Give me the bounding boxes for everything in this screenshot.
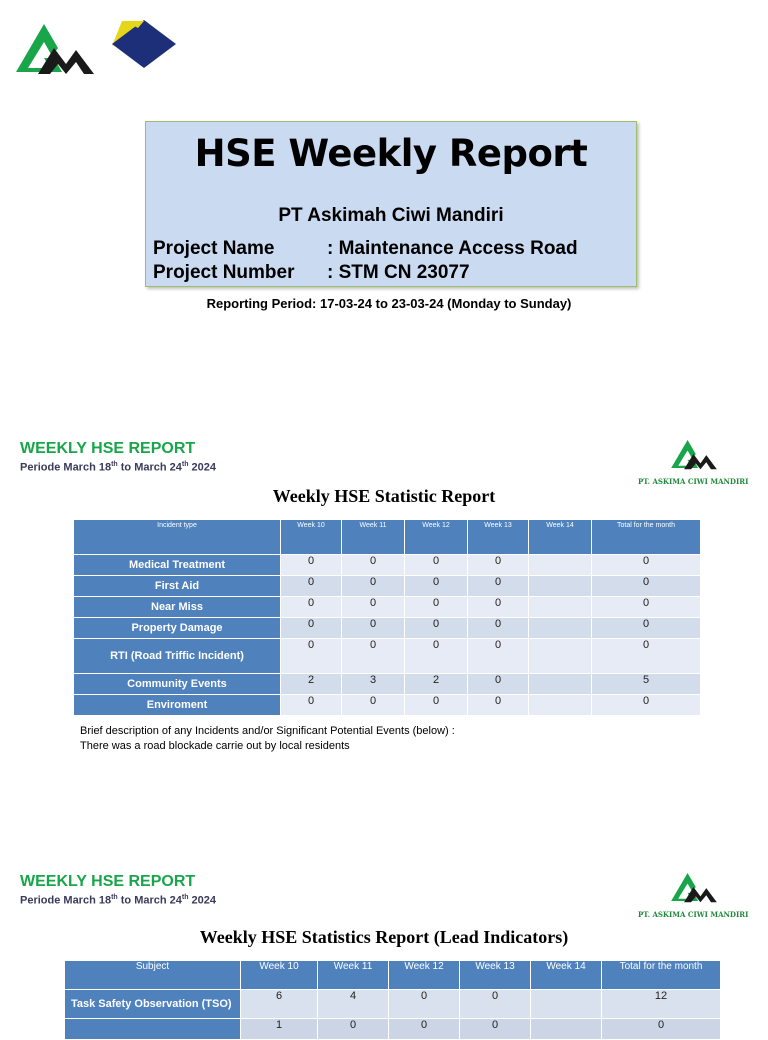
- table-row: [74, 639, 700, 673]
- table-cell: 0: [460, 990, 530, 1018]
- table-cell: [529, 555, 591, 575]
- column-header: Total for the month: [602, 961, 720, 989]
- report-title: HSE Weekly Report: [194, 132, 588, 175]
- table-cell: 0: [405, 597, 467, 617]
- table-cell: 0: [342, 576, 404, 596]
- section1-title: WEEKLY HSE REPORT: [20, 440, 196, 457]
- logo-caption: PT. ASKIMA CIWI MANDIRI: [638, 477, 749, 486]
- logo-caption: PT. ASKIMA CIWI MANDIRI: [638, 910, 749, 919]
- table-cell: 0: [281, 555, 341, 575]
- table-row: [74, 576, 700, 596]
- table-cell: 0: [405, 618, 467, 638]
- project-number-row: [153, 262, 470, 284]
- row-label: Medical Treatment: [74, 555, 280, 575]
- column-header: Week 12: [389, 961, 459, 989]
- description-label: Brief description of any Incidents and/or Significant Potential Events (below) :: [80, 725, 455, 737]
- table-row: [74, 618, 700, 638]
- column-header: Week 12: [405, 520, 467, 554]
- section2-period: Periode March 18th to March 24th 2024: [20, 894, 217, 907]
- table-row: [65, 990, 720, 1018]
- table-cell: [529, 639, 591, 673]
- diamond-logo-icon: [110, 18, 178, 70]
- table-cell: 0: [405, 576, 467, 596]
- column-header: Week 14: [531, 961, 601, 989]
- row-label: First Aid: [74, 576, 280, 596]
- table-cell: 0: [405, 695, 467, 715]
- project-name-row: [153, 238, 578, 260]
- table-cell: 0: [318, 1019, 388, 1039]
- table-cell: 0: [281, 618, 341, 638]
- table-cell: 0: [468, 674, 528, 694]
- table-cell: 0: [592, 639, 700, 673]
- table-cell: 6: [241, 990, 317, 1018]
- table-cell: 1: [241, 1019, 317, 1039]
- table-cell: 0: [602, 1019, 720, 1039]
- section1-period: Periode March 18th to March 24th 2024: [20, 461, 217, 474]
- table-cell: 0: [592, 576, 700, 596]
- table-cell: 0: [460, 1019, 530, 1039]
- column-header: Week 14: [529, 520, 591, 554]
- company-name: PT Askimah Ciwi Mandiri: [278, 205, 504, 226]
- column-header: Week 10: [241, 961, 317, 989]
- description-text: There was a road blockade carrie out by local residents: [80, 740, 350, 752]
- table-cell: [531, 1019, 601, 1039]
- column-header: Week 13: [460, 961, 530, 989]
- table-cell: 0: [468, 639, 528, 673]
- column-header: Week 10: [281, 520, 341, 554]
- table-cell: 0: [592, 695, 700, 715]
- table-cell: 12: [602, 990, 720, 1018]
- table-cell: [529, 618, 591, 638]
- table-cell: [529, 674, 591, 694]
- row-label: Enviroment: [74, 695, 280, 715]
- table-cell: 0: [281, 639, 341, 673]
- section2-company-logo: [638, 869, 748, 919]
- table-cell: 0: [592, 597, 700, 617]
- section2-title: WEEKLY HSE REPORT: [20, 873, 196, 890]
- project-number-label: Project Number: [153, 262, 295, 283]
- project-name-label: Project Name: [153, 238, 275, 259]
- report-title-box: [145, 121, 637, 287]
- table-cell: [529, 597, 591, 617]
- column-header: Total for the month: [592, 520, 700, 554]
- table-cell: 0: [592, 555, 700, 575]
- table-row: [74, 555, 700, 575]
- table-row: [74, 674, 700, 694]
- column-header: Week 11: [318, 961, 388, 989]
- table-cell: 4: [318, 990, 388, 1018]
- table-cell: [531, 990, 601, 1018]
- table-cell: 0: [389, 990, 459, 1018]
- row-label: [65, 1019, 240, 1039]
- reporting-period: Reporting Period: 17-03-24 to 23-03-24 (Monday to Sunday): [206, 296, 572, 311]
- table-cell: 5: [592, 674, 700, 694]
- table-cell: 0: [468, 618, 528, 638]
- company-logo-icon: [670, 869, 718, 905]
- table-cell: 0: [342, 639, 404, 673]
- project-name-value: : Maintenance Access Road: [327, 238, 578, 259]
- table-cell: 0: [281, 576, 341, 596]
- table-cell: 0: [468, 555, 528, 575]
- column-header: Week 13: [468, 520, 528, 554]
- table-cell: 0: [281, 695, 341, 715]
- table-cell: 0: [468, 695, 528, 715]
- section2-report-title: Weekly HSE Statistics Report (Lead Indicators): [199, 927, 569, 947]
- table-row: [74, 597, 700, 617]
- company-logo-icon: [670, 436, 718, 472]
- company-logo-icon: [14, 20, 96, 76]
- row-label: Community Events: [74, 674, 280, 694]
- row-label: Near Miss: [74, 597, 280, 617]
- table-cell: 2: [405, 674, 467, 694]
- incident-description: [80, 724, 455, 754]
- row-label: Property Damage: [74, 618, 280, 638]
- column-header: Week 11: [342, 520, 404, 554]
- section1-report-title: Weekly HSE Statistic Report: [272, 486, 496, 506]
- table-cell: [529, 576, 591, 596]
- table-cell: 3: [342, 674, 404, 694]
- table-row: [74, 695, 700, 715]
- lead-indicators-table: [64, 960, 721, 1040]
- table-cell: 0: [342, 695, 404, 715]
- table-cell: [529, 695, 591, 715]
- column-header: Subject: [65, 961, 240, 989]
- section1-company-logo: [638, 436, 748, 486]
- table-cell: 0: [342, 597, 404, 617]
- table-cell: 0: [281, 597, 341, 617]
- table-cell: 0: [468, 576, 528, 596]
- table-cell: 0: [342, 555, 404, 575]
- table-cell: 0: [389, 1019, 459, 1039]
- project-number-value: : STM CN 23077: [327, 262, 470, 283]
- table-row: [65, 1019, 720, 1039]
- row-label: RTI (Road Triffic Incident): [74, 639, 280, 673]
- row-label: Task Safety Observation (TSO): [65, 990, 240, 1018]
- table-cell: 0: [468, 597, 528, 617]
- table-cell: 0: [405, 639, 467, 673]
- column-header: Incident type: [74, 520, 280, 554]
- table-cell: 0: [405, 555, 467, 575]
- table-cell: 2: [281, 674, 341, 694]
- table-cell: 0: [342, 618, 404, 638]
- table-cell: 0: [592, 618, 700, 638]
- incident-statistics-table: [73, 519, 701, 716]
